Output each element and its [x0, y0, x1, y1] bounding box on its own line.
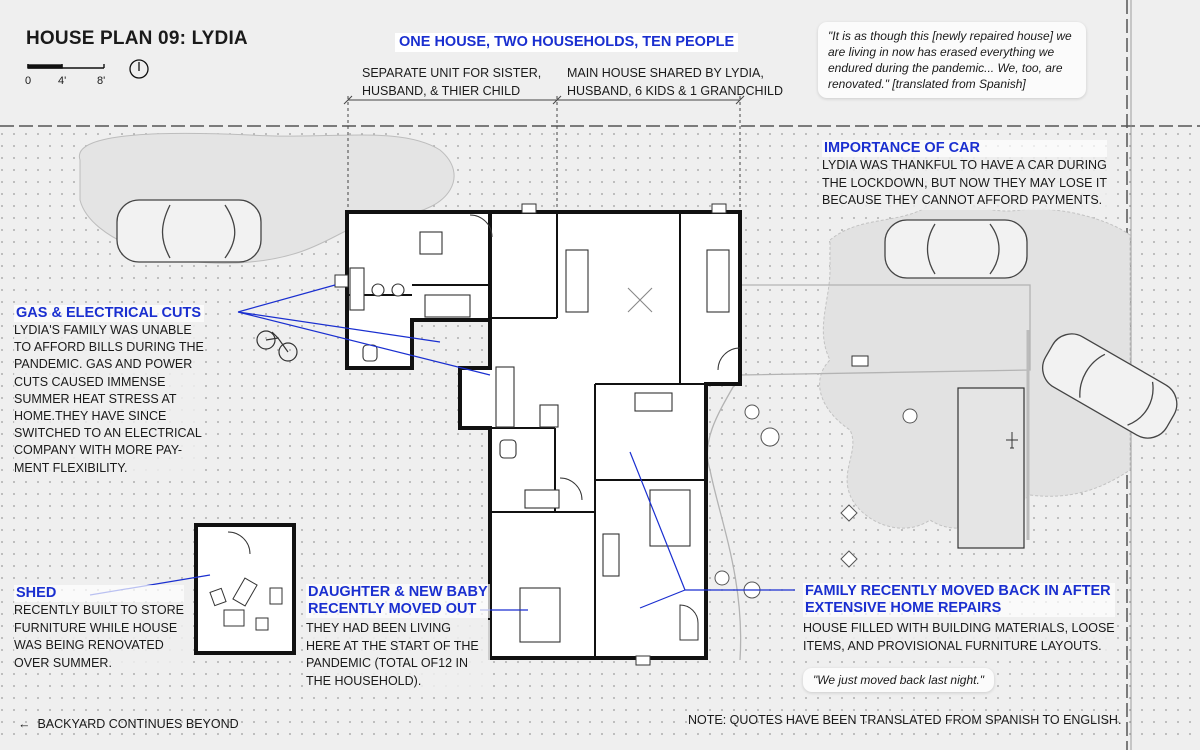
gas-note-title: GAS & ELECTRICAL CUTS	[14, 305, 204, 322]
separate-unit-label: SEPARATE UNIT FOR SISTER, HUSBAND, & THIER CHILD	[362, 66, 542, 98]
bottom-quote: "We just moved back last night."	[803, 668, 994, 692]
shed-note-title: SHED	[14, 585, 184, 602]
backyard-note: ← BACKYARD CONTINUES BEYOND	[18, 717, 239, 731]
car-note	[822, 140, 1107, 210]
daughter-note-title: DAUGHTER & NEW BABY RECENTLY MOVED OUT	[308, 584, 488, 617]
car-note-body: LYDIA WAS THANKFUL TO HAVE A CAR DURING THE LOCKDOWN, BUT NOW THEY MAY LOSE IT BECAUSE THEY CANNOT AFFORD PAYMENTS.	[822, 157, 1107, 210]
page-title: HOUSE PLAN 09: LYDIA	[26, 28, 248, 49]
shed-note	[14, 585, 184, 672]
family-note-title: FAMILY RECENTLY MOVED BACK IN AFTER EXTENSIVE HOME REPAIRS	[803, 583, 1115, 617]
family-note-body: HOUSE FILLED WITH BUILDING MATERIALS, LOOSE ITEMS, AND PROVISIONAL FURNITURE LAYOUTS.	[803, 620, 1115, 655]
north-arrow-icon	[130, 60, 148, 78]
scale-label-8: 8'	[97, 75, 106, 87]
scale-bar	[28, 64, 104, 68]
daughter-note-body: THEY HAD BEEN LIVING HERE AT THE START OF THE PANDEMIC (TOTAL OF12 IN THE HOUSEHOLD).	[306, 620, 490, 690]
shed-note-body: RECENTLY BUILT TO STORE FURNITURE WHILE HOUSE WAS BEING RENOVATED OVER SUMMER.	[14, 602, 184, 672]
scale-label-4: 4'	[58, 75, 67, 87]
gas-note	[14, 305, 204, 477]
scale-label-0: 0	[25, 75, 32, 87]
daughter-note	[306, 584, 490, 690]
family-note	[803, 583, 1115, 655]
car-note-title: IMPORTANCE OF CAR	[822, 140, 1107, 157]
household-title: ONE HOUSE, TWO HOUSEHOLDS, TEN PEOPLE	[395, 33, 738, 52]
gas-note-body: LYDIA'S FAMILY WAS UNABLE TO AFFORD BILLS DURING THE PANDEMIC. GAS AND POWER CUTS CAUSED IMMENSE SUMMER HEAT STRESS AT HOME.THEY HAVE SINCE SWITCHED TO AN ELECTRICAL COMPANY WITH MORE PAY- MENT FLEXIBILITY.	[14, 322, 204, 477]
top-quote: "It is as though this [newly repaired house] we are living in now has erased everything we endured during the pandemic... We, too, are renovated." [translated from Spanish]	[818, 22, 1086, 98]
arrow-left-icon: ←	[18, 717, 31, 731]
footer-note: NOTE: QUOTES HAVE BEEN TRANSLATED FROM SPANISH TO ENGLISH.	[688, 713, 1122, 727]
main-house-label: MAIN HOUSE SHARED BY LYDIA, HUSBAND, 6 KIDS & 1 GRANDCHILD	[567, 66, 784, 98]
